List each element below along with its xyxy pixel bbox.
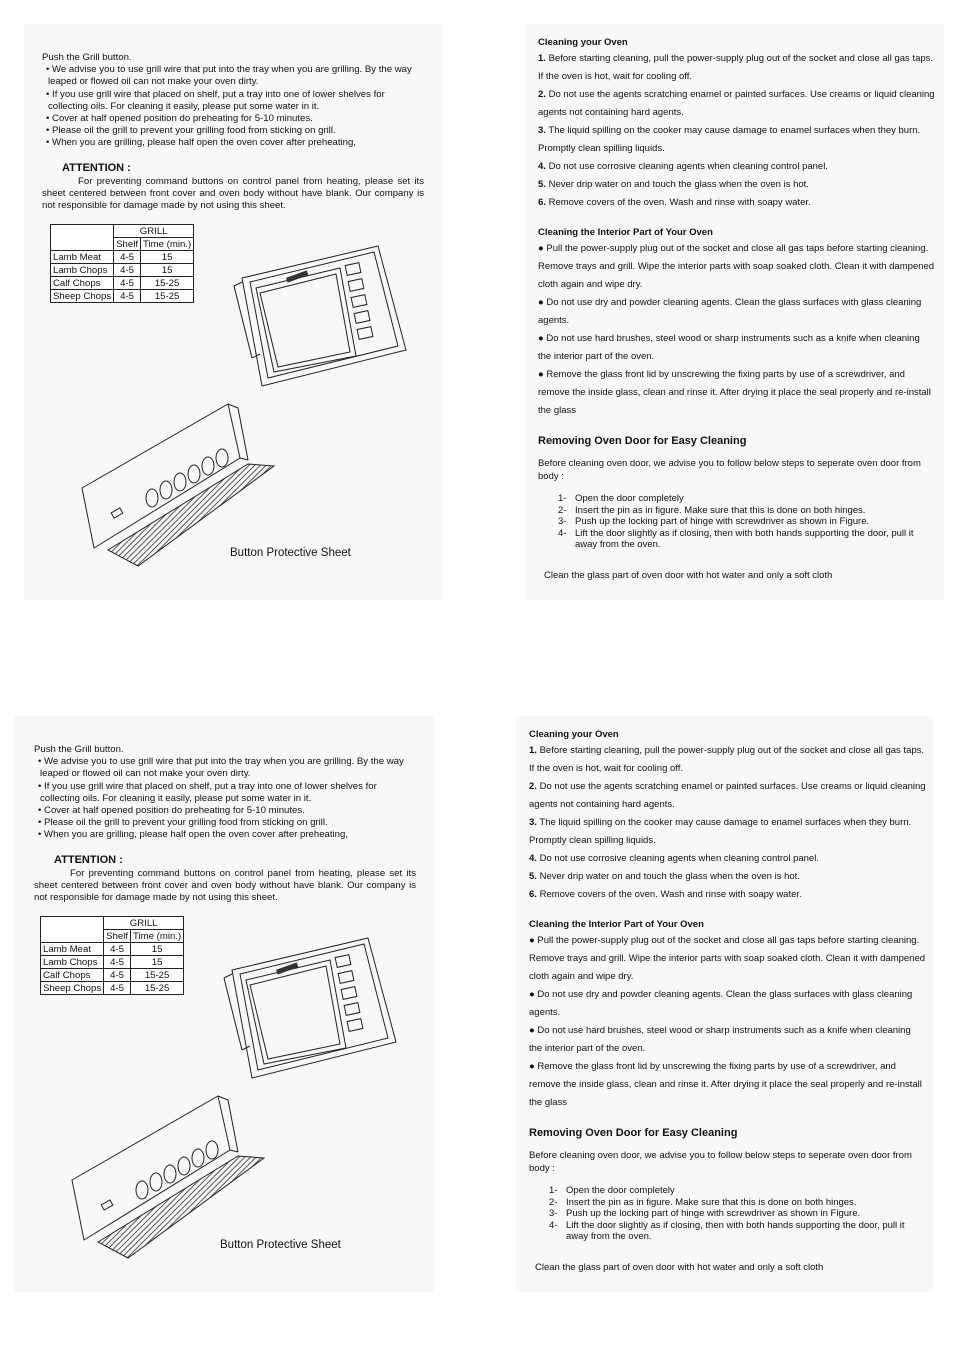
interior-item: ● Pull the power-supply plug out of the socket and close all gas taps before starting cleaning. Remove trays and grill. Wipe the interior parts with soap soaked cloth. Clean it with dampened cloth again and wipe dry. (529, 935, 926, 982)
grill-instructions-bottom (34, 744, 416, 904)
figure-caption: Button Protective Sheet (230, 547, 351, 559)
grill-header: GRILL (104, 917, 184, 930)
step-item: 2- Insert the pin as in figure. Make sure that this is done on both hinges. (558, 504, 866, 516)
attention-text: For preventing command buttons on control panel from heating, please set its sheet centered between front cover and oven body without have blank. Our company is not responsible for damage made by not using this sheet. (42, 175, 424, 212)
door-intro: Before cleaning oven door, we advise you to follow below steps to seperate oven door from body : (538, 458, 921, 482)
cleaning-item: 6. Remove covers of the oven. Wash and rinse with soapy water. (529, 889, 802, 900)
cleaning-item: 2. Do not use the agents scratching enamel or painted surfaces. Use creams or liquid cleaning agents not containing hard agents. (529, 781, 926, 810)
step-item: 4- Lift the door slightly as if closing, then with both hands supporting the door, pull it away from the oven. (558, 527, 914, 551)
bullet-item: • If you use grill wire that placed on shelf, put a tray into one of lower shelves for collecting oils. For cleaning it easily, please put some water in it. (46, 88, 385, 112)
attention-heading: ATTENTION : (62, 161, 131, 174)
cleaning-heading: Cleaning your Oven (529, 729, 619, 740)
bullet-item: • We advise you to use grill wire that put into the tray when you are grilling. By the way leaped or flowed oil can not make your oven dirty. (38, 756, 404, 780)
cleaning-item: 5. Never drip water on and touch the glass when the oven is hot. (529, 871, 800, 882)
step-item: 1- Open the door completely (558, 493, 684, 504)
attention-heading: ATTENTION : (54, 853, 123, 866)
door-heading: Removing Oven Door for Easy Cleaning (538, 435, 747, 447)
bullet-item: • If you use grill wire that placed on shelf, put a tray into one of lower shelves for collecting oils. For cleaning it easily, please put some water in it. (38, 780, 377, 804)
figure-caption: Button Protective Sheet (220, 1239, 341, 1251)
grill-instructions-top (42, 52, 424, 212)
interior-item: ● Do not use dry and powder cleaning agents. Clean the glass surfaces with glass cleaning agents. (529, 989, 913, 1018)
step-item: 2- Insert the pin as in figure. Make sure that this is done on both hinges. (549, 1196, 857, 1208)
table-row: Lamb Chops 4-5 15 (51, 264, 194, 277)
final-note: Clean the glass part of oven door with hot water and only a soft cloth (535, 1261, 824, 1273)
oven-door-illustration (228, 238, 412, 388)
time-header: Time (min.) (141, 238, 194, 251)
interior-heading: Cleaning the Interior Part of Your Oven (538, 227, 713, 238)
shelf-header: Shelf (114, 238, 141, 251)
intro-text: Push the Grill button. (34, 744, 124, 755)
interior-item: ● Do not use dry and powder cleaning agents. Clean the glass surfaces with glass cleaning agents. (538, 297, 922, 326)
intro-text: Push the Grill button. (42, 52, 132, 63)
cleaning-item: 1. Before starting cleaning, pull the power-supply plug out of the socket and close all gas taps. If the oven is hot, wait for cooling off. (529, 745, 925, 774)
table-row: Calf Chops 4-5 15-25 (51, 277, 194, 290)
cleaning-instructions-top (538, 36, 935, 585)
cleaning-heading: Cleaning your Oven (538, 37, 628, 48)
step-item: 4- Lift the door slightly as if closing, then with both hands supporting the door, pull it away from the oven. (549, 1219, 905, 1243)
grill-table (50, 224, 194, 303)
interior-item: ● Do not use hard brushes, steel wood or sharp instruments such as a knife when cleaning the interior part of the oven. (538, 333, 920, 362)
cleaning-item: 6. Remove covers of the oven. Wash and rinse with soapy water. (538, 197, 811, 208)
shelf-header: Shelf (104, 930, 131, 943)
interior-item: ● Pull the power-supply plug out of the socket and close all gas taps before starting cleaning. Remove trays and grill. Wipe the interior parts with soap soaked cloth. Clean it with dampened cloth again and wipe dry. (538, 243, 935, 290)
table-row: Lamb Chops 4-5 15 (41, 956, 184, 969)
control-panel-illustration (68, 1090, 268, 1260)
control-panel-illustration (78, 398, 278, 568)
oven-door-illustration (218, 930, 402, 1080)
bullet-item: • When you are grilling, please half open the oven cover after preheating, (46, 137, 357, 149)
table-row: Sheep Chops 4-5 15-25 (51, 290, 194, 303)
bullet-item: • Cover at half opened position do preheating for 5-10 minutes. (38, 805, 305, 817)
door-steps (558, 493, 935, 551)
final-note: Clean the glass part of oven door with hot water and only a soft cloth (544, 569, 833, 581)
cleaning-item: 2. Do not use the agents scratching enamel or painted surfaces. Use creams or liquid cleaning agents not containing hard agents. (538, 89, 935, 118)
cleaning-item: 5. Never drip water on and touch the glass when the oven is hot. (538, 179, 809, 190)
step-item: 3- Push up the locking part of hinge with screwdriver as shown in Figure. (549, 1208, 861, 1220)
attention-text: For preventing command buttons on control panel from heating, please set its sheet centered between front cover and oven body without have blank. Our company is not responsible for damage made by not using this sheet. (34, 867, 416, 904)
bullet-item: • Cover at half opened position do preheating for 5-10 minutes. (46, 113, 313, 125)
table-row: Calf Chops 4-5 15-25 (41, 969, 184, 982)
grill-table (40, 916, 184, 995)
grill-header: GRILL (114, 225, 194, 238)
interior-heading: Cleaning the Interior Part of Your Oven (529, 919, 704, 930)
bullet-item: • We advise you to use grill wire that put into the tray when you are grilling. By the way leaped or flowed oil can not make your oven dirty. (46, 64, 412, 88)
step-item: 1- Open the door completely (549, 1185, 675, 1196)
door-intro: Before cleaning oven door, we advise you to follow below steps to seperate oven door from body : (529, 1150, 912, 1174)
bullet-item: • Please oil the grill to prevent your grilling food from sticking on grill. (46, 125, 336, 137)
cleaning-item: 3. The liquid spilling on the cooker may cause damage to enamel surfaces when they burn. Promptly clean spilling liquids. (538, 125, 921, 154)
cleaning-item: 3. The liquid spilling on the cooker may cause damage to enamel surfaces when they burn. Promptly clean spilling liquids. (529, 817, 912, 846)
interior-item: ● Remove the glass front lid by unscrewing the fixing parts by use of a screwdriver, and remove the inside glass, clean and rinse it. After drying it place the seal properly and re-install the glass (538, 369, 931, 416)
step-item: 3- Push up the locking part of hinge with screwdriver as shown in Figure. (558, 516, 870, 528)
cleaning-item: 1. Before starting cleaning, pull the power-supply plug out of the socket and close all gas taps. If the oven is hot, wait for cooling off. (538, 53, 934, 82)
time-header: Time (min.) (131, 930, 184, 943)
cleaning-item: 4. Do not use corrosive cleaning agents when cleaning control panel. (538, 161, 828, 172)
cleaning-item: 4. Do not use corrosive cleaning agents when cleaning control panel. (529, 853, 819, 864)
interior-item: ● Do not use hard brushes, steel wood or sharp instruments such as a knife when cleaning the interior part of the oven. (529, 1025, 911, 1054)
door-steps (549, 1185, 926, 1243)
bullet-item: • When you are grilling, please half open the oven cover after preheating, (38, 829, 349, 841)
cleaning-instructions-bottom (529, 728, 926, 1277)
bullet-item: • Please oil the grill to prevent your grilling food from sticking on grill. (38, 817, 328, 829)
table-row: Lamb Meat 4-5 15 (41, 943, 184, 956)
table-row: Sheep Chops 4-5 15-25 (41, 982, 184, 995)
interior-item: ● Remove the glass front lid by unscrewing the fixing parts by use of a screwdriver, and remove the inside glass, clean and rinse it. After drying it place the seal properly and re-install the glass (529, 1061, 922, 1108)
door-heading: Removing Oven Door for Easy Cleaning (529, 1127, 738, 1139)
table-row: Lamb Meat 4-5 15 (51, 251, 194, 264)
